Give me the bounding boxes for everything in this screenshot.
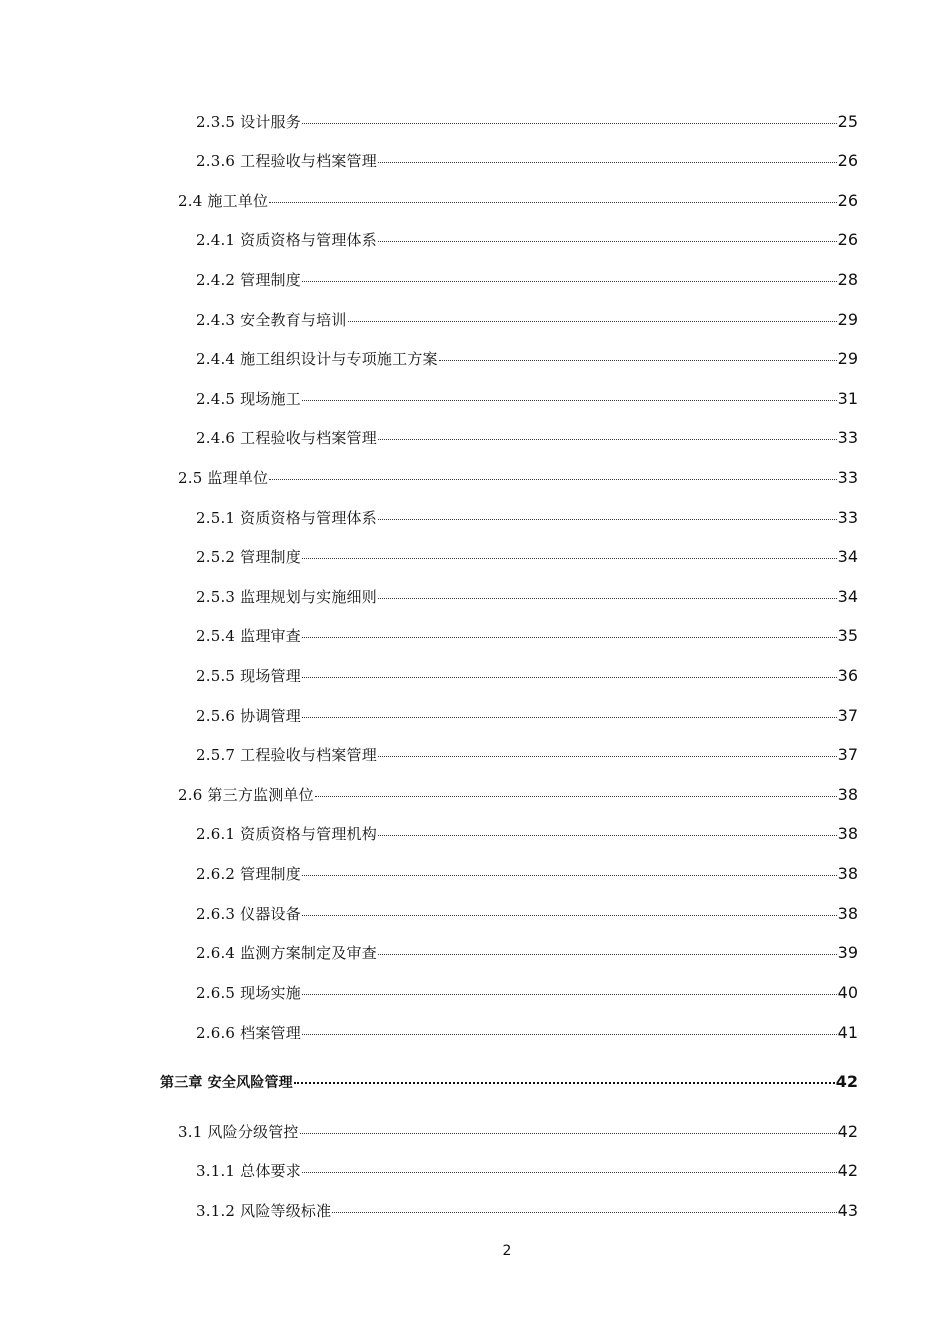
toc-entry-label: 2.4.6 工程验收与档案管理	[196, 429, 377, 447]
dot-leader	[302, 281, 837, 282]
toc-entry-page: 33	[837, 508, 858, 527]
toc-entry-page: 25	[837, 112, 858, 131]
toc-entry-chapter-3[interactable]	[160, 1072, 858, 1092]
dot-leader	[269, 202, 836, 203]
toc-entry-page: 29	[837, 310, 858, 329]
toc-entry-page: 38	[837, 904, 858, 923]
toc-entry-page: 42	[837, 1122, 858, 1141]
toc-entry-2-5-7[interactable]	[196, 745, 858, 765]
dot-leader	[378, 241, 837, 242]
toc-entry-label: 2.5.3 监理规划与实施细则	[196, 588, 377, 606]
toc-entry-label: 2.5.2 管理制度	[196, 548, 301, 566]
toc-entry-2-5-6[interactable]	[196, 706, 858, 726]
toc-entry-page: 35	[837, 626, 858, 645]
toc-entry-page: 42	[835, 1072, 858, 1091]
dot-leader	[302, 1172, 837, 1173]
toc-entry-label: 2.6 第三方监测单位	[178, 786, 314, 804]
dot-leader	[378, 439, 837, 440]
toc-entry-page: 34	[837, 587, 858, 606]
toc-entry-page: 33	[837, 468, 858, 487]
toc-entry-2-4-1[interactable]	[196, 230, 858, 250]
toc-entry-page: 26	[837, 230, 858, 249]
toc-entry-page: 39	[837, 943, 858, 962]
dot-leader	[302, 677, 837, 678]
dot-leader	[302, 915, 837, 916]
toc-chapter-label: 第三章 安全风险管理	[160, 1075, 293, 1091]
toc-entry-2-4-2[interactable]	[196, 270, 858, 290]
toc-entry-2-4[interactable]	[178, 191, 858, 211]
toc-entry-page: 43	[837, 1201, 858, 1220]
toc-entry-label: 2.5.1 资质资格与管理体系	[196, 509, 377, 527]
dot-leader	[302, 637, 837, 638]
dot-leader	[294, 1082, 835, 1084]
dot-leader	[302, 123, 837, 124]
toc-entry-page: 38	[837, 824, 858, 843]
toc-entry-page: 41	[837, 1023, 858, 1042]
toc-entry-2-5-4[interactable]	[196, 626, 858, 646]
toc-entry-label: 2.4.1 资质资格与管理体系	[196, 231, 377, 249]
toc-entry-2-6-4[interactable]	[196, 943, 858, 963]
toc-entry-page: 33	[837, 428, 858, 447]
toc-entry-2-4-3[interactable]	[196, 310, 858, 330]
toc-entry-3-1[interactable]	[178, 1122, 858, 1142]
toc-entry-label: 3.1 风险分级管控	[178, 1123, 299, 1141]
toc-entry-page: 26	[837, 151, 858, 170]
dot-leader	[439, 360, 837, 361]
toc-entry-label: 2.6.1 资质资格与管理机构	[196, 825, 377, 843]
toc-entry-label: 2.5 监理单位	[178, 469, 269, 487]
toc-entry-label: 2.5.5 现场管理	[196, 667, 301, 685]
toc-entry-page: 28	[837, 270, 858, 289]
toc-entry-label: 2.6.4 监测方案制定及审查	[196, 944, 377, 962]
toc-entry-label: 2.5.6 协调管理	[196, 707, 301, 725]
toc-entry-page: 37	[837, 745, 858, 764]
toc-entry-page: 26	[837, 191, 858, 210]
dot-leader	[332, 1212, 836, 1213]
page-number: 2	[502, 1243, 512, 1259]
toc-entry-2-6[interactable]	[178, 785, 858, 805]
toc-entry-2-3-5[interactable]	[196, 112, 858, 132]
toc-entry-page: 29	[837, 349, 858, 368]
toc-entry-2-6-1[interactable]	[196, 824, 858, 844]
dot-leader	[302, 994, 837, 995]
dot-leader	[302, 875, 837, 876]
dot-leader	[269, 479, 836, 480]
toc-entry-label: 2.3.5 设计服务	[196, 113, 301, 131]
toc-entry-2-3-6[interactable]	[196, 151, 858, 171]
dot-leader	[302, 1034, 837, 1035]
dot-leader	[378, 519, 837, 520]
toc-entry-3-1-1[interactable]	[196, 1161, 858, 1181]
toc-entry-2-5[interactable]	[178, 468, 858, 488]
toc-entry-label: 2.5.7 工程验收与档案管理	[196, 746, 377, 764]
toc-entry-page: 34	[837, 547, 858, 566]
toc-entry-label: 2.4.4 施工组织设计与专项施工方案	[196, 350, 438, 368]
toc-entry-label: 2.4.2 管理制度	[196, 271, 301, 289]
toc-entry-2-6-3[interactable]	[196, 904, 858, 924]
toc-entry-2-5-5[interactable]	[196, 666, 858, 686]
dot-leader	[302, 717, 837, 718]
dot-leader	[302, 558, 837, 559]
toc-entry-label: 2.3.6 工程验收与档案管理	[196, 152, 377, 170]
toc-entry-2-6-6[interactable]	[196, 1023, 858, 1043]
toc-entry-3-1-2[interactable]	[196, 1201, 858, 1221]
dot-leader	[378, 756, 837, 757]
toc-entry-label: 3.1.1 总体要求	[196, 1162, 301, 1180]
toc-entry-label: 2.6.6 档案管理	[196, 1024, 301, 1042]
toc-entry-2-6-5[interactable]	[196, 983, 858, 1003]
toc-entry-2-4-5[interactable]	[196, 389, 858, 409]
dot-leader	[378, 598, 837, 599]
toc-entry-2-4-4[interactable]	[196, 349, 858, 369]
toc-entry-page: 42	[837, 1161, 858, 1180]
toc-entry-label: 2.6.2 管理制度	[196, 865, 301, 883]
toc-entry-2-6-2[interactable]	[196, 864, 858, 884]
toc-entry-page: 37	[837, 706, 858, 725]
toc-entry-2-5-2[interactable]	[196, 547, 858, 567]
toc-entry-page: 38	[837, 785, 858, 804]
toc-entry-label: 2.4.5 现场施工	[196, 390, 301, 408]
dot-leader	[300, 1133, 837, 1134]
dot-leader	[378, 954, 837, 955]
toc-entry-2-4-6[interactable]	[196, 428, 858, 448]
dot-leader	[302, 400, 837, 401]
toc-entry-page: 38	[837, 864, 858, 883]
toc-entry-label: 2.4 施工单位	[178, 192, 269, 210]
dot-leader	[315, 796, 837, 797]
dot-leader	[378, 162, 837, 163]
toc-entry-label: 2.4.3 安全教育与培训	[196, 311, 347, 329]
toc-entry-label: 2.5.4 监理审查	[196, 627, 301, 645]
dot-leader	[348, 321, 837, 322]
toc-entry-label: 2.6.5 现场实施	[196, 984, 301, 1002]
dot-leader	[378, 835, 837, 836]
toc-entry-2-5-3[interactable]	[196, 587, 858, 607]
toc-entry-label: 2.6.3 仪器设备	[196, 905, 301, 923]
toc-entry-2-5-1[interactable]	[196, 508, 858, 528]
toc-entry-label: 3.1.2 风险等级标准	[196, 1202, 332, 1220]
toc-entry-page: 31	[837, 389, 858, 408]
toc-entry-page: 36	[837, 666, 858, 685]
toc-entry-page: 40	[837, 983, 858, 1002]
